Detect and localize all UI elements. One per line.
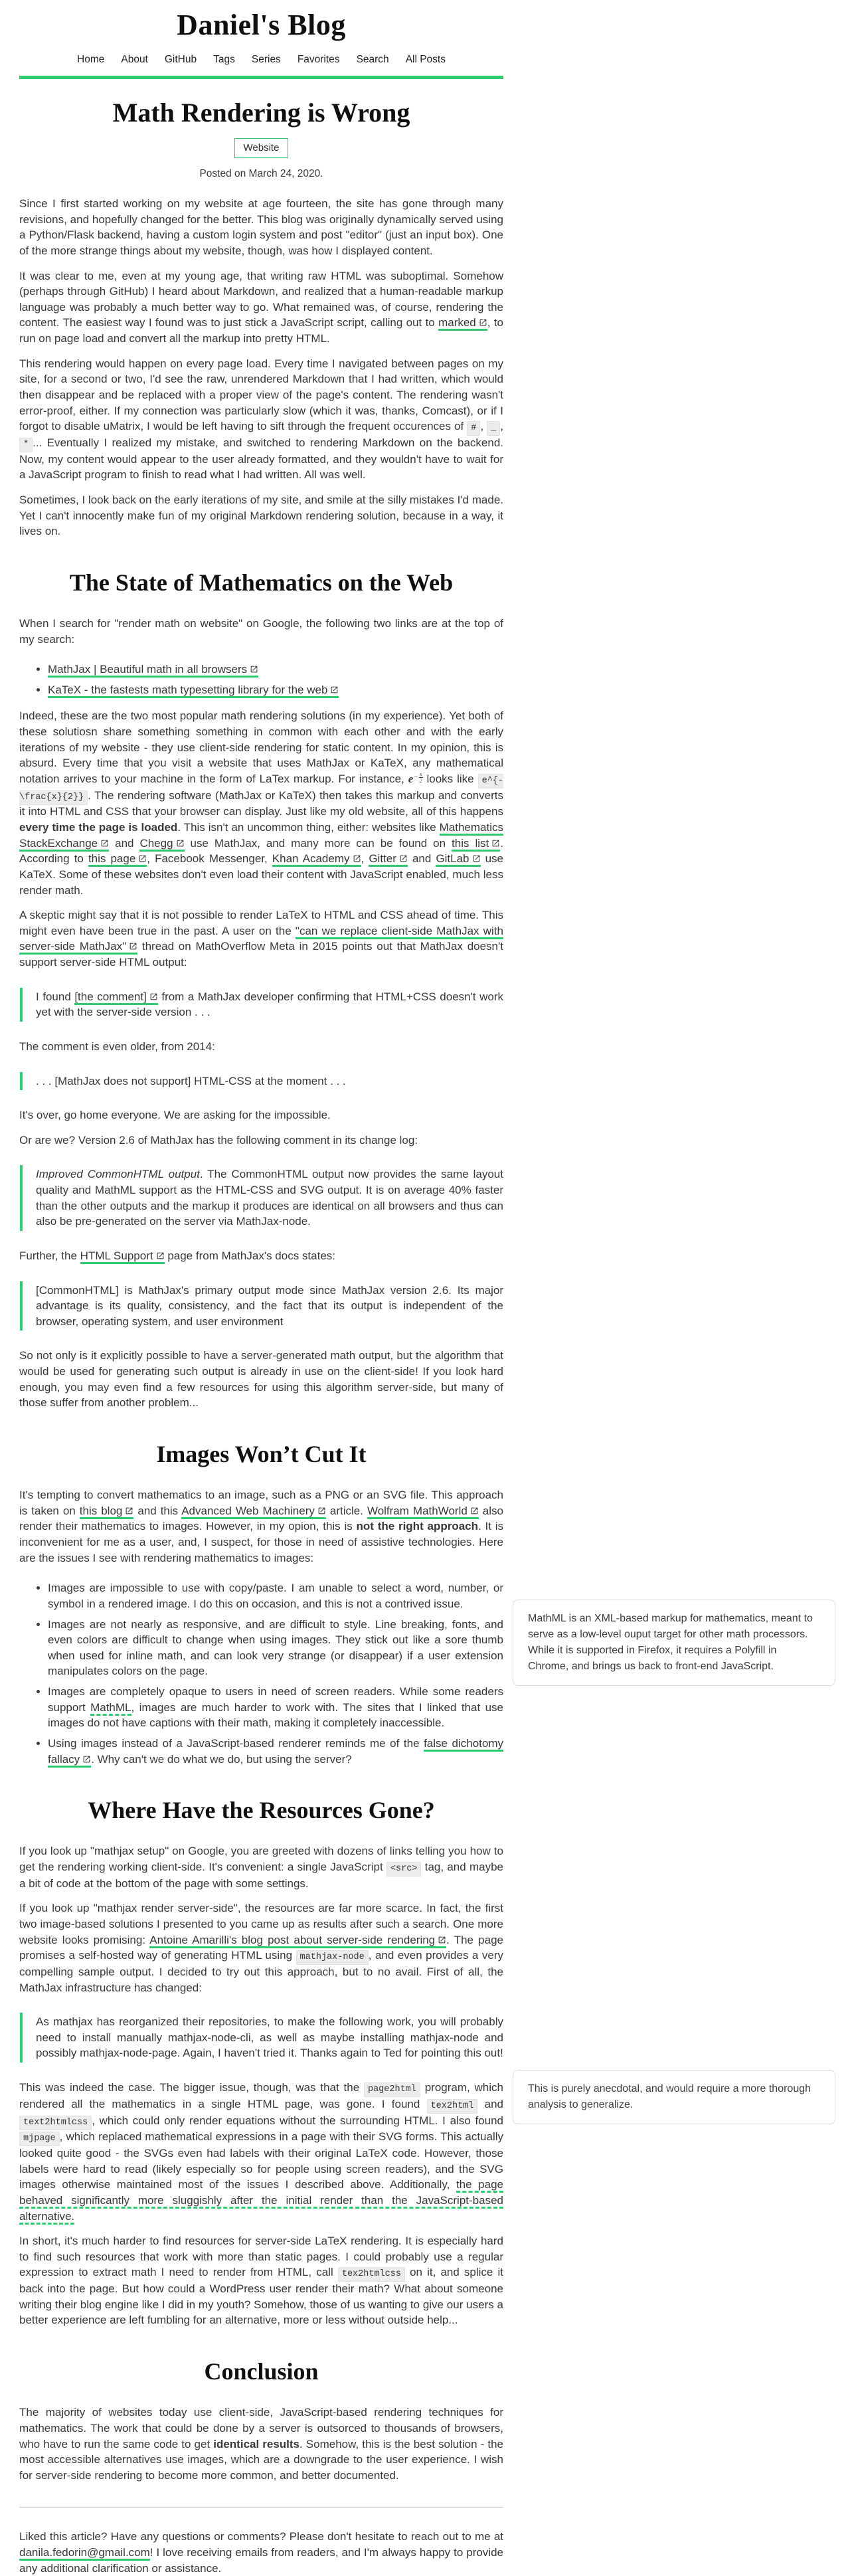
list-item bbox=[48, 662, 503, 678]
inline-math: $e^{- \frac{x}{2}}$ bbox=[408, 770, 422, 785]
article-body bbox=[19, 196, 503, 2576]
tag-website[interactable]: Website bbox=[234, 138, 289, 158]
bullet-list bbox=[19, 662, 503, 697]
section-heading: Images Won’t Cut It bbox=[156, 1440, 367, 1467]
paragraph: This was indeed the case. The bigger issue, though, was that the page2html program, which rendered all the mathematics in a single HTML page, was gone. I found tex2html and text2htmlcss , which could only render equations without the surrounding HTML. I also found mjpage , which replaced mathematical expressions in a page with their SVG forms. This actually looked quite good - the SVGs even had labels with their original LaTeX code. However, those labels were hard to read (likely especially so for people using screen readers), and the SVG images otherwise maintained most of the issues I described above. Additionally, the page behaved significantly more sluggishly after the initial render than the JavaScript-based alternative. bbox=[19, 2080, 503, 2224]
paragraph: The comment is even older, from 2014: bbox=[19, 1040, 215, 1053]
nav-item-all-posts[interactable]: All Posts bbox=[405, 54, 446, 65]
list-item: • Using images instead of a JavaScript-based renderer reminds me of the false dichotomy fallacy . Why can't we do what we do, but using the server? bbox=[48, 1736, 503, 1767]
external-link-icon bbox=[176, 839, 185, 848]
list-item: • Images are completely opaque to users in need of screen readers. While some readers support MathML, images are much harder to work with. The sites that I linked that use images do not have captions with their math, making it completely inaccessible. bbox=[48, 1684, 503, 1731]
inline-link[interactable]: [the comment] bbox=[74, 990, 158, 1005]
section-heading: The State of Mathematics on the Web bbox=[69, 569, 454, 596]
inline-code: * bbox=[19, 438, 33, 452]
inline-link[interactable]: marked bbox=[438, 316, 487, 331]
blockquote: Improved CommonHTML output. The CommonHTML output now provides the same layout quality and MathML support as the HTML-CSS and SVG output. It is on average 40% faster than the other outputs and the markup it produces are identical on all browsers and thus can also be pre-generated on the server via MathJax-node. bbox=[20, 1165, 503, 1231]
paragraph: If you look up "mathjax setup" on Google, you are greeted with dozens of links telling you how to get the rendering working client-side. It's convenient: a single JavaScript <src> tag, and maybe a bit of code at the bottom of the page with some settings. bbox=[19, 1845, 503, 1890]
external-link-icon bbox=[317, 1507, 326, 1515]
paragraph: In short, it's much harder to find resources for server-side LaTeX rendering. It is especially hard to find such resources that work with more than static pages. I could probably use a regular expression to extract math I need to render from HTML, call tex2htmlcss on it, and splice it back into the page. But how could a WordPress user render their math? What about someone writing their blog engine like I did in my youth? Somehow, those of us wanting to give our users a better experience are left fumbling for an alternative, more or less without outside help... bbox=[19, 2235, 504, 2327]
paragraph: Sometimes, I look back on the early iterations of my site, and smile at the silly mistakes I'd made. Yet I can't innocently make fun of my original Markdown rendering solution, because in a way, it lives on. bbox=[19, 493, 503, 538]
tag-row bbox=[19, 138, 503, 158]
inline-code: <src> bbox=[386, 1862, 422, 1877]
paragraph: When I search for "render math on website" on Google, the following two links are at the top of my search: bbox=[19, 616, 503, 646]
inline-code: tex2htmlcss bbox=[338, 2267, 405, 2282]
inline-link[interactable]: GitLab bbox=[436, 852, 480, 867]
inline-code: e^{-\frac{x}{2}} bbox=[19, 774, 503, 805]
sidenote: MathML is an XML-based markup for mathematics, meant to serve as a low-level ouput target for other math processors. While it is supported in Firefox, it requires a Polyfill in Chrome, and brings us back to front-end JavaScript. bbox=[513, 1600, 835, 1686]
inline-link[interactable]: this page bbox=[88, 852, 147, 867]
inline-link[interactable]: MathJax | Beautiful math in all browsers bbox=[48, 663, 258, 678]
paragraph: Further, the HTML Support page from MathJax's docs states: bbox=[19, 1248, 503, 1264]
divider bbox=[19, 2507, 503, 2508]
nav-item-tags[interactable]: Tags bbox=[213, 54, 235, 65]
inline-link[interactable]: Advanced Web Machinery bbox=[181, 1505, 326, 1519]
section-heading: Conclusion bbox=[204, 2358, 319, 2385]
sidenote-reference[interactable]: the page behaved significantly more sluggishly after the initial render than the JavaScript-based alternative. bbox=[19, 2178, 503, 2224]
list-item: • Images are impossible to use with copy/paste. I am unable to select a word, number, or symbol in a rendered image. I do this on occasion, and this is not a contrived issue. bbox=[48, 1580, 503, 1611]
bullet-list bbox=[19, 1580, 503, 1767]
paragraph: It was clear to me, even at my young age, that writing raw HTML was suboptimal. Somehow (perhaps through GitHub) I heard about Markdown, and realized that a human-readable markup language was probably a much better way to go. What remained was, of course, rendering the content. The easiest way I found was to just stick a JavaScript script, calling out to marked , to run on page load and convert all the markup into pretty HTML. bbox=[19, 269, 503, 345]
external-link-icon bbox=[353, 854, 361, 863]
blockquote: [CommonHTML] is MathJax's primary output mode since MathJax version 2.6. Its major advantage is its quality, consistency, and the fact that its output is independent of the browser, operating system, and user environment bbox=[20, 1281, 503, 1331]
inline-link[interactable]: Antoine Amarilli's blog post about server-side rendering bbox=[149, 1934, 446, 1948]
inline-link[interactable]: Mathematics StackExchange bbox=[19, 821, 503, 852]
inline-code: tex2html bbox=[427, 2099, 478, 2114]
inline-code: page2html bbox=[364, 2082, 420, 2097]
external-link-icon bbox=[479, 318, 487, 327]
paragraph: This rendering would happen on every page load. Every time I navigated between pages on my site, for a second or two, I'd see the raw, unrendered Markdown that I had written, which would then disappear and be replaced with a proper view of the page's content. The rendering wasn't error-proof, either. If my connection was particularly slow (which it was, thanks, Comcast), or if I forgot to disable uMatrix, I would be left having to sift through the frequent occurences of # , _ , * ... Eventually I realized my mistake, and switched to rendering Markdown on the backend. Now, my content would appear to the user already formatted, and they wouldn't have to wait for a JavaScript program to finish to read what I had written. All was well. bbox=[19, 357, 503, 482]
external-link-icon bbox=[470, 1507, 479, 1515]
blockquote: As mathjax has reorganized their repositories, to make the following work, you will probably need to install manually mathjax-node-cli, as well as maybe installing mathjax-node and possibly mathjax-node-page. Again, I haven't tried it. Thanks again to Ted for pointing this out! bbox=[20, 2013, 503, 2063]
inline-link[interactable]: this blog bbox=[80, 1505, 134, 1519]
paragraph: Since I first started working on my website at age fourteen, the site has gone through many revisions, and hopefully changed for the better. This blog was originally dynamically served using a Python/Flask backend, having a custom login system and post "editor" (just an input box). One of the more strange things about my website, though, was how I displayed content. bbox=[19, 197, 503, 257]
paragraph: Indeed, these are the two most popular math rendering solutions (in my experience). Yet both of these solutiosn share something something in common with each other and with the early iterations of my website - they use client-side rendering for static content. In my opinion, this is absurd. Every time that you visit a website that uses MathJax or KaTeX, any mathematical notation arrives to your machine in the form of LaTex markup. For instance, $e^{- \frac{x}{2}}$ looks like e^{-\frac{x}{2}} . The rendering software (MathJax or KaTeX) then takes this markup and converts it into HTML and CSS that your browser can display. Just like my old website, all of this happens every time the page is loaded. This isn't an uncommon thing, either: websites like Mathematics StackExchange and Chegg use MathJax, and many more can be found on this list . According to this page , Facebook Messenger, Khan Academy , Gitter and GitLab use KaTeX. Some of these websites don't even load their content with JavaScript enabled, much less render math. bbox=[19, 709, 504, 897]
list-item bbox=[48, 682, 503, 698]
inline-code: _ bbox=[487, 421, 500, 436]
external-link-icon bbox=[491, 839, 500, 848]
inline-link[interactable]: this list bbox=[452, 837, 500, 852]
external-link-icon bbox=[438, 1936, 446, 1944]
blockquote: I found [the comment] from a MathJax developer confirming that HTML+CSS doesn't work yet with the server-side version . . . bbox=[20, 988, 503, 1022]
nav bbox=[19, 54, 503, 66]
section-heading: Where Have the Resources Gone? bbox=[88, 1797, 435, 1824]
sidenote-reference[interactable]: MathML bbox=[90, 1701, 131, 1716]
list-item: • Images are not nearly as responsive, and are difficult to style. Line breaking, fonts, and even colors are difficult to change when using images. They stick out like a sore thumb when used for inline math, and can look very strange (or disappear) if a user extension manipulates colors on the page. bbox=[48, 1617, 503, 1680]
sidenote: This is purely anecdotal, and would require a more thorough analysis to generalize. bbox=[513, 2070, 835, 2124]
nav-item-search[interactable]: Search bbox=[356, 54, 389, 65]
external-link-icon bbox=[125, 1507, 133, 1515]
bold-text: every time the page is loaded bbox=[19, 821, 178, 834]
inline-code: # bbox=[467, 421, 480, 436]
inline-link[interactable]: false dichotomy fallacy bbox=[48, 1737, 503, 1768]
paragraph: It's over, go home everyone. We are asking for the impossible. bbox=[19, 1109, 331, 1122]
nav-item-favorites[interactable]: Favorites bbox=[297, 54, 340, 65]
bold-text: identical results bbox=[213, 2437, 300, 2450]
nav-item-home[interactable]: Home bbox=[77, 54, 105, 65]
bold-text: not the right approach bbox=[356, 1520, 479, 1533]
inline-link[interactable]: Khan Academy bbox=[272, 852, 361, 867]
posted-date: Posted on March 24, 2020. bbox=[199, 168, 323, 179]
external-link-icon bbox=[330, 686, 339, 694]
paragraph: Or are we? Version 2.6 of MathJax has the following comment in its change log: bbox=[19, 1133, 418, 1147]
paragraph: A skeptic might say that it is not possible to render LaTeX to HTML and CSS ahead of time. This might even have been true in the past. A user on the "can we replace client-side MathJax with server-side MathJax" thread on MathOverflow Meta in 2015 points out that MathJax doesn't support server-side HTML output: bbox=[19, 909, 503, 969]
external-link-icon bbox=[250, 665, 258, 674]
paragraph: So not only is it explicitly possible to have a server-generated math output, but the algorithm that would be used for generating such output is already in use on the client-side! If you look hard enough, you may even find a few resources for using this algorithm server-side, but many of those suffer from another problem... bbox=[19, 1349, 503, 1410]
inline-link[interactable]: HTML Support bbox=[80, 1249, 165, 1264]
site-header bbox=[19, 0, 503, 79]
paragraph: Liked this article? Have any questions or comments? Please don't hesitate to reach out to me at danila.fedorin@gmail.com! I love receiving emails from readers, and I'm always happy to provide any additional clarification or assistance. bbox=[19, 2530, 503, 2575]
nav-item-about[interactable]: About bbox=[121, 54, 148, 65]
external-link-icon bbox=[156, 1251, 165, 1260]
inline-link[interactable]: Gitter bbox=[369, 852, 408, 867]
inline-link[interactable]: Chegg bbox=[139, 837, 184, 852]
header-accent-rule bbox=[19, 76, 503, 79]
external-link-icon bbox=[138, 854, 147, 863]
paragraph: If you look up "mathjax render server-side", the resources are far more scarce. In fact, the first two image-based solutions I presented to you came up as results after such a search. One more website looks promising: Antoine Amarilli's blog post about server-side rendering . The page promises a self-hosted way of generating HTML using mathjax-node , and even provides a very compelling sample output. I decided to try out this approach, but to no avail. First of all, the MathJax infrastructure has changed: bbox=[19, 1902, 503, 1994]
inline-link[interactable]: danila.fedorin@gmail.com bbox=[19, 2546, 150, 2561]
inline-code: mathjax-node bbox=[296, 1950, 369, 1965]
external-link-icon bbox=[472, 854, 481, 863]
nav-item-github[interactable]: GitHub bbox=[164, 54, 197, 65]
main-column bbox=[19, 0, 503, 2576]
inline-code: text2htmlcss bbox=[19, 2116, 92, 2130]
external-link-icon bbox=[399, 854, 408, 863]
paragraph: The majority of websites today use client-side, JavaScript-based rendering techniques for mathematics. The work that could be done by a server is outsorced to thousands of browsers, who have to run the same code to get identical results. Somehow, this is the best solution - the most accessible alternatives use images, which are a downgrade to the user experience. I wish for server-side rendering to become more common, and better documented. bbox=[19, 2406, 503, 2482]
article-title: Math Rendering is Wrong bbox=[112, 98, 410, 128]
external-link-icon bbox=[129, 942, 137, 951]
inline-link[interactable]: KaTeX - the fastests math typesetting library for the web bbox=[48, 684, 339, 698]
external-link-icon bbox=[82, 1755, 91, 1764]
nav-item-series[interactable]: Series bbox=[251, 54, 281, 65]
external-link-icon bbox=[100, 839, 109, 848]
italic-text: Improved CommonHTML output bbox=[36, 1168, 200, 1181]
paragraph: It's tempting to convert mathematics to an image, such as a PNG or an SVG file. This approach is taken on this blog and this Advanced Web Machinery article. Wolfram MathWorld also render their mathematics to images. However, in my opion, this is not the right approach. It is inconvenient for me as a user, and, I suspect, for those in need of assistive technologies. Here are the issues I see with rendering mathematics to images: bbox=[19, 1489, 503, 1564]
inline-link[interactable]: "can we replace client-side MathJax with server-side MathJax" bbox=[19, 925, 503, 955]
external-link-icon bbox=[149, 992, 158, 1001]
site-title: Daniel's Blog bbox=[177, 9, 346, 41]
article bbox=[19, 97, 503, 2576]
inline-code: mjpage bbox=[19, 2132, 60, 2146]
inline-link[interactable]: Wolfram MathWorld bbox=[367, 1505, 479, 1519]
blockquote: . . . [MathJax does not support] HTML-CSS at the moment . . . bbox=[20, 1072, 503, 1091]
